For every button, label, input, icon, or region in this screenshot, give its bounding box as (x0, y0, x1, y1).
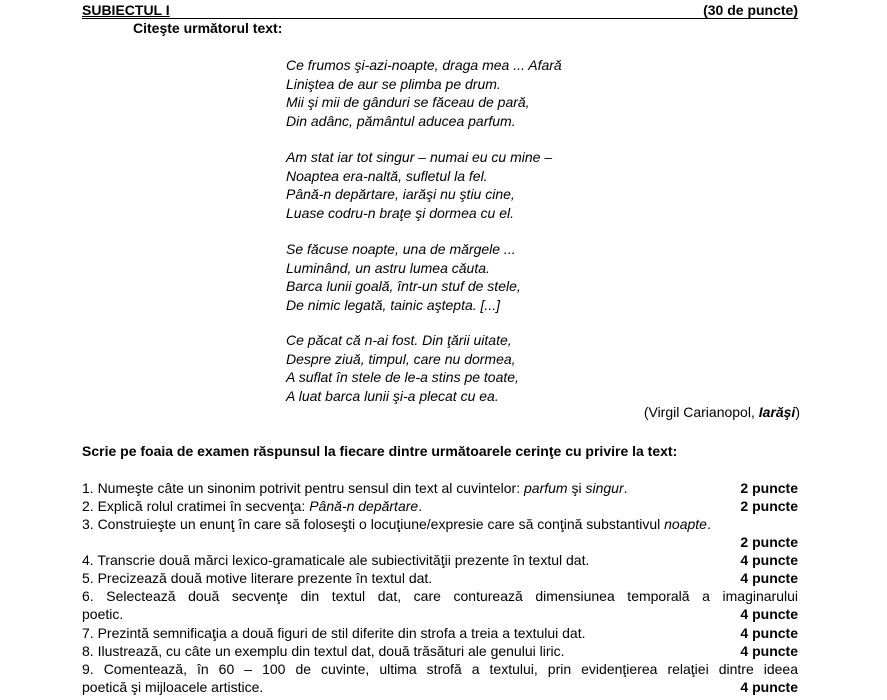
task-text: poetic. (82, 606, 124, 622)
poem-line: Mii şi mii de gânduri se făceau de pară, (286, 94, 530, 111)
poem-line: Despre ziuă, timpul, care nu dormea, (286, 350, 516, 367)
exam-section-title: SUBIECTUL I (82, 2, 170, 18)
poem-line: A luat barca lunii şi-a plecat cu ea. (286, 387, 499, 404)
task-italic-word: singur (585, 480, 624, 496)
task-item (82, 497, 798, 515)
task-points: 4 puncte (740, 552, 798, 568)
task-text: 6. Selectează două secvenţe din textul dat, care conturează dimensiunea temporală a imaginarului (82, 588, 798, 604)
task-points: 2 puncte (740, 498, 798, 514)
task-points: 4 puncte (740, 643, 798, 659)
task-points: 2 puncte (740, 534, 798, 550)
task-text: . (706, 516, 711, 532)
poem-line: Luase codru-n braţe şi dormea cu el. (286, 204, 515, 221)
poem-line: Ce păcat că n-ai fost. Din ţării uitate, (286, 332, 512, 348)
task-item (82, 624, 798, 642)
poem-stanza (286, 148, 552, 222)
task-item (82, 479, 798, 497)
task-item (82, 587, 798, 623)
task-text: şi (567, 480, 586, 496)
task-text: 3. Construieşte un enunţ în care să foloseşti o locuţiune/expresie care să conţină substantivul (82, 516, 665, 532)
task-text: 8. Ilustrează, cu câte un exemplu din textul dat, două trăsături ale genului liric. (82, 643, 565, 659)
poem-line: Luminând, un astru lumea căuta. (286, 259, 490, 276)
attribution-close: ) (795, 404, 800, 420)
task-points: 4 puncte (740, 570, 798, 586)
task-text: 9. Comentează, în 60 – 100 de cuvinte, ultima strofă a textului, prin evidenţierea relaţiei dintre ideea (82, 661, 798, 677)
task-points: 4 puncte (740, 606, 798, 622)
task-text: 1. Numeşte câte un sinonim potrivit pentru sensul din text al cuvintelor: (82, 480, 524, 496)
poem-line: Din adânc, pământul aducea parfum. (286, 112, 516, 129)
task-text: 7. Prezintă semnificaţia a două figuri de stil diferite din strofa a treia a textului dat. (82, 625, 586, 641)
task-item (82, 515, 798, 551)
task-italic-word: noapte (664, 516, 707, 532)
task-item (82, 569, 798, 587)
poem-line: A suflat în stele de le-a stins pe toate, (286, 369, 519, 386)
poem-line: Barca lunii goală, într-un stuf de stele, (286, 278, 521, 295)
poem-line: Liniştea de aur se plimba pe drum. (286, 75, 501, 92)
read-instruction: Citeşte următorul text: (133, 20, 283, 36)
task-points: 4 puncte (740, 679, 798, 695)
task-italic-word: Până-n depărtare (309, 498, 419, 514)
section-points: (30 de puncte) (703, 2, 798, 18)
task-text: . (418, 498, 423, 514)
poem-line: Până-n depărtare, iarăşi nu ştiu cine, (286, 186, 515, 203)
task-item (82, 660, 798, 696)
poem-line: Ce frumos şi-azi-noapte, draga mea ... Afară (286, 57, 562, 73)
poem-attribution (644, 404, 800, 421)
poem-stanza (286, 56, 562, 130)
task-text: 2. Explică rolul cratimei în secvenţa: (82, 498, 310, 514)
attribution-title: Iarăşi (758, 404, 796, 420)
task-item (82, 551, 798, 569)
poem-stanza (286, 240, 521, 314)
task-text: 4. Transcrie două mărci lexico-gramaticale ale subiectivităţii prezente în textul dat. (82, 552, 590, 568)
poem-line: Noaptea era-naltă, sufletul la fel. (286, 167, 488, 184)
write-instruction: Scrie pe foaia de examen răspunsul la fiecare dintre următoarele cerinţe cu privire la text: (82, 443, 678, 459)
poem-stanza (286, 331, 519, 405)
task-text: 5. Precizează două motive literare prezente în textul dat. (82, 570, 433, 586)
task-text: . (623, 480, 628, 496)
task-points: 4 puncte (740, 625, 798, 641)
attribution-author: (Virgil Carianopol, (643, 404, 759, 420)
task-item (82, 642, 798, 660)
task-text: poetică şi mijloacele artistice. (82, 679, 264, 695)
poem-line: Se făcuse noapte, una de mărgele ... (286, 241, 516, 257)
task-points: 2 puncte (740, 480, 798, 496)
header-divider (82, 18, 798, 19)
poem-line: De nimic legată, tainic aştepta. [...] (286, 296, 500, 313)
poem-line: Am stat iar tot singur – numai eu cu mine – (286, 149, 553, 165)
task-italic-word: parfum (524, 480, 568, 496)
